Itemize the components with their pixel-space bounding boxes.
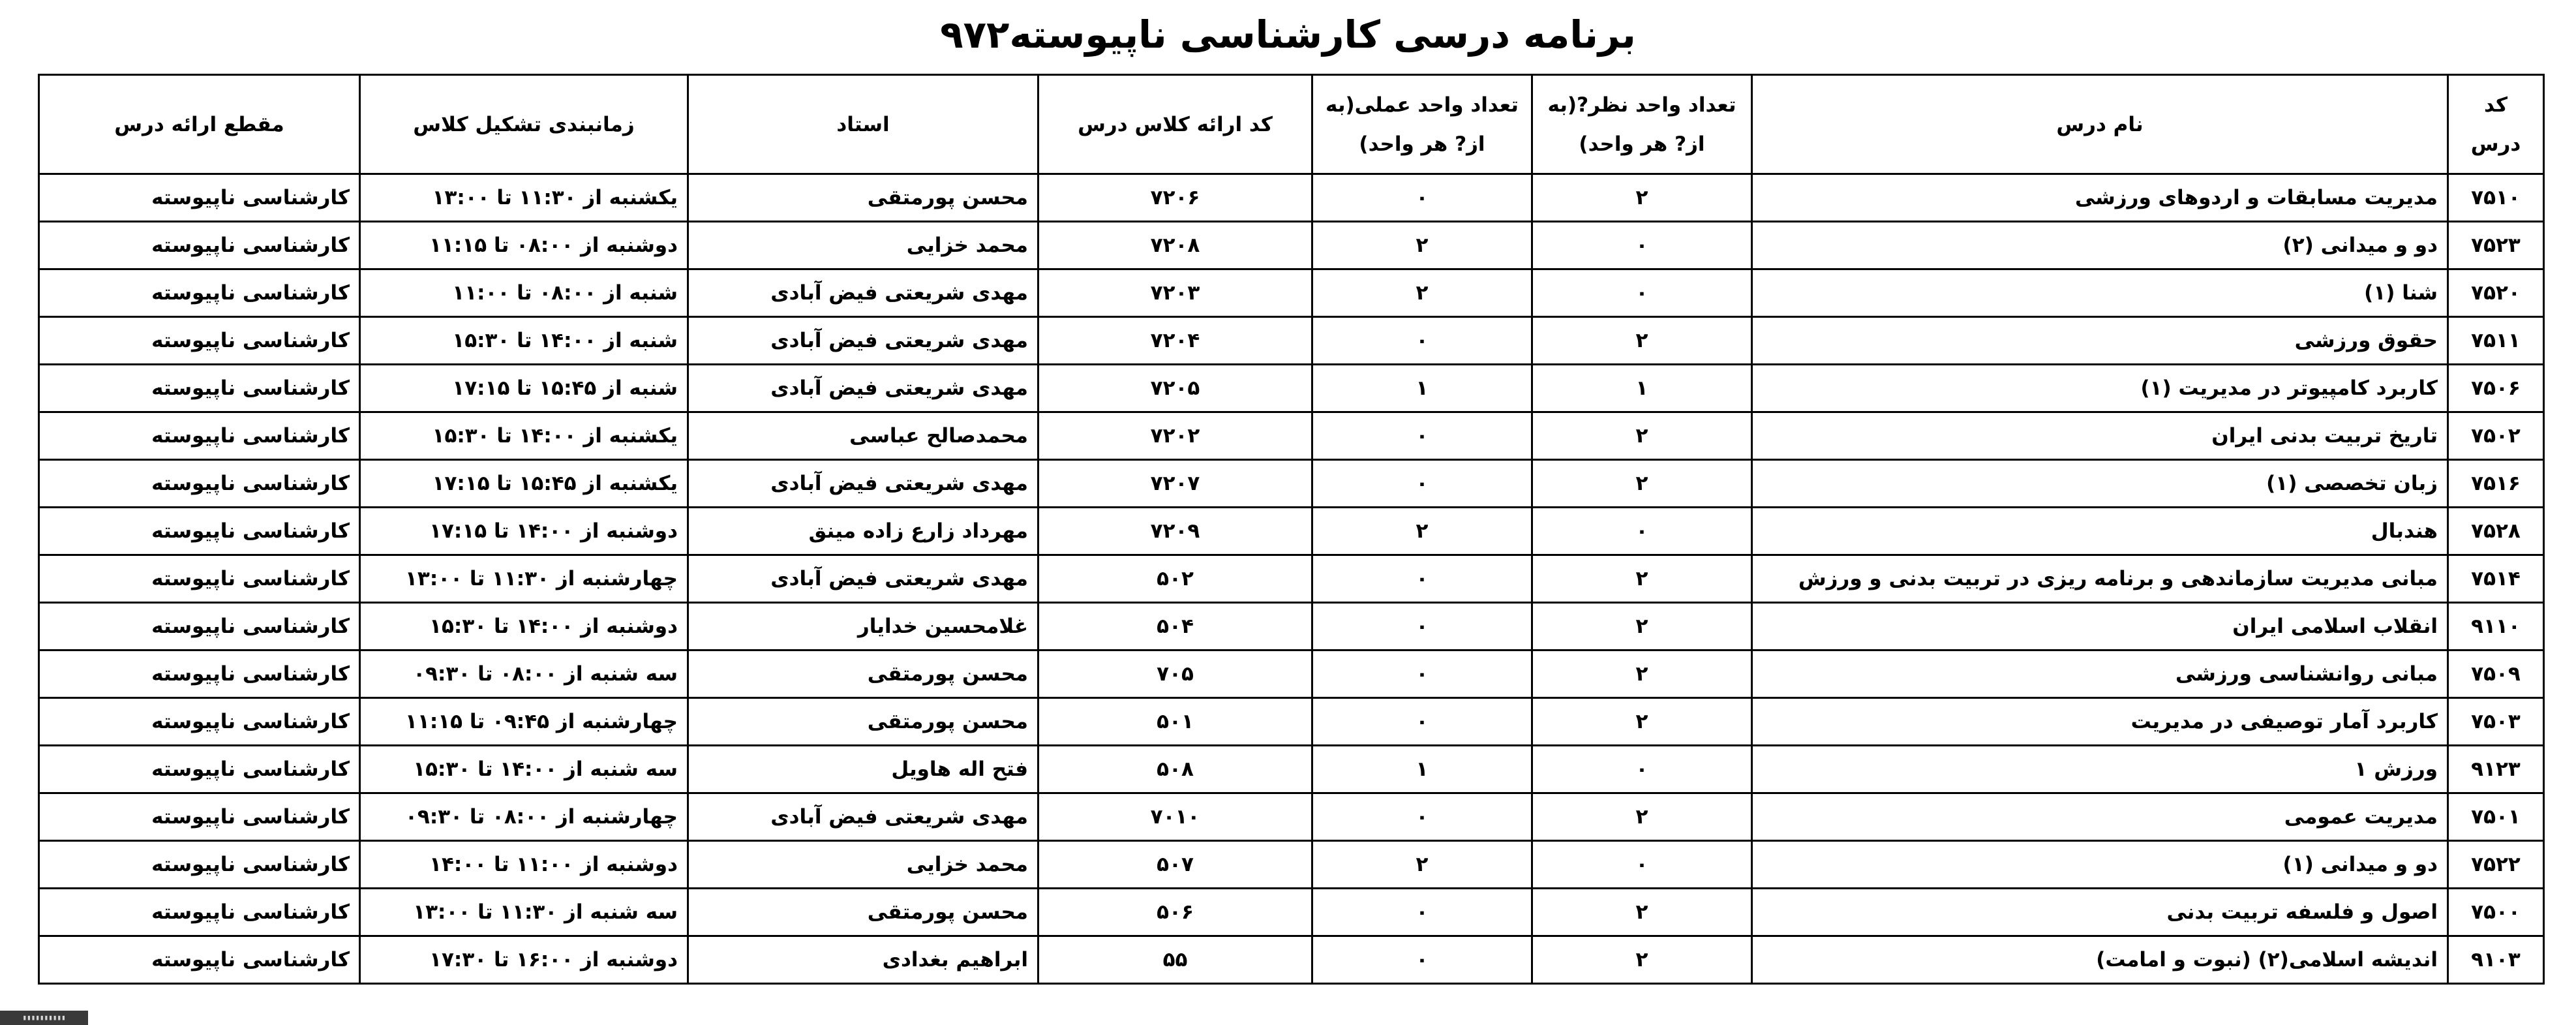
header-row: [39, 75, 2544, 174]
theory-units-cell: ۱: [1532, 365, 1752, 412]
professor-cell: مهرداد زارع زاده مینق: [688, 508, 1038, 555]
class-code-cell: ۵۰۶: [1038, 889, 1312, 936]
professor-cell: ابراهیم بغدادی: [688, 936, 1038, 984]
professor-cell: مهدی شریعتی فیض آبادی: [688, 269, 1038, 317]
theory-units-cell: ۲: [1532, 698, 1752, 746]
schedule-cell: دوشنبه از ۱۴:۰۰ تا ۱۷:۱۵: [360, 508, 688, 555]
professor-cell: مهدی شریعتی فیض آبادی: [688, 365, 1038, 412]
table-row: [39, 793, 2544, 841]
practical-units-cell: ۰: [1312, 317, 1532, 365]
level-cell: کارشناسی ناپیوسته: [39, 841, 360, 889]
course-name-cell: اصول و فلسفه تربیت بدنی: [1752, 889, 2448, 936]
practical-units-cell: ۱: [1312, 746, 1532, 793]
theory-units-cell: ۰: [1532, 508, 1752, 555]
header-course-code: کد درس: [2448, 75, 2544, 174]
table-row: [39, 555, 2544, 603]
schedule-cell: شنبه از ۱۴:۰۰ تا ۱۵:۳۰: [360, 317, 688, 365]
class-code-cell: ۵۰۷: [1038, 841, 1312, 889]
course-name-cell: مبانی مدیریت سازماندهی و برنامه ریزی در تربیت بدنی و ورزش: [1752, 555, 2448, 603]
class-code-cell: ۷۲۰۷: [1038, 460, 1312, 508]
course-code-cell: ۷۵۲۸: [2448, 508, 2544, 555]
schedule-cell: دوشنبه از ۰۸:۰۰ تا ۱۱:۱۵: [360, 222, 688, 269]
schedule-cell: چهارشنبه از ۰۸:۰۰ تا ۰۹:۳۰: [360, 793, 688, 841]
level-cell: کارشناسی ناپیوسته: [39, 889, 360, 936]
theory-units-cell: ۲: [1532, 936, 1752, 984]
practical-units-cell: ۱: [1312, 365, 1532, 412]
theory-units-cell: ۰: [1532, 269, 1752, 317]
class-code-cell: ۵۰۴: [1038, 603, 1312, 650]
course-name-cell: کاربرد آمار توصیفی در مدیریت: [1752, 698, 2448, 746]
course-name-cell: اندیشه اسلامی(۲) (نبوت و امامت): [1752, 936, 2448, 984]
level-cell: کارشناسی ناپیوسته: [39, 222, 360, 269]
table-body: [39, 174, 2544, 984]
course-code-cell: ۷۵۰۰: [2448, 889, 2544, 936]
course-name-cell: هندبال: [1752, 508, 2448, 555]
class-code-cell: ۷۲۰۳: [1038, 269, 1312, 317]
course-code-cell: ۷۵۰۶: [2448, 365, 2544, 412]
course-name-cell: مدیریت مسابقات و اردوهای ورزشی: [1752, 174, 2448, 222]
theory-units-cell: ۰: [1532, 841, 1752, 889]
practical-units-cell: ۰: [1312, 174, 1532, 222]
table-row: [39, 222, 2544, 269]
table-row: [39, 889, 2544, 936]
class-code-cell: ۷۲۰۵: [1038, 365, 1312, 412]
level-cell: کارشناسی ناپیوسته: [39, 698, 360, 746]
professor-cell: محمد خزایی: [688, 841, 1038, 889]
table-row: [39, 508, 2544, 555]
professor-cell: محسن پورمتقی: [688, 889, 1038, 936]
class-code-cell: ۵۰۱: [1038, 698, 1312, 746]
professor-cell: غلامحسین خدایار: [688, 603, 1038, 650]
course-code-cell: ۷۵۱۴: [2448, 555, 2544, 603]
practical-units-cell: ۰: [1312, 555, 1532, 603]
level-cell: کارشناسی ناپیوسته: [39, 412, 360, 460]
theory-units-cell: ۲: [1532, 460, 1752, 508]
practical-units-cell: ۰: [1312, 460, 1532, 508]
course-name-cell: دو و میدانی (۲): [1752, 222, 2448, 269]
practical-units-cell: ۰: [1312, 793, 1532, 841]
class-code-cell: ۵۰۲: [1038, 555, 1312, 603]
course-name-cell: حقوق ورزشی: [1752, 317, 2448, 365]
practical-units-cell: ۲: [1312, 841, 1532, 889]
course-name-cell: دو و میدانی (۱): [1752, 841, 2448, 889]
class-code-cell: ۷۲۰۹: [1038, 508, 1312, 555]
professor-cell: محسن پورمتقی: [688, 698, 1038, 746]
level-cell: کارشناسی ناپیوسته: [39, 650, 360, 698]
professor-cell: محمد خزایی: [688, 222, 1038, 269]
professor-cell: فتح اله هاویل: [688, 746, 1038, 793]
header-course-name: نام درس: [1752, 75, 2448, 174]
header-level: مقطع ارائه درس: [39, 75, 360, 174]
course-code-cell: ۷۵۰۳: [2448, 698, 2544, 746]
professor-cell: محسن پورمتقی: [688, 174, 1038, 222]
table-row: [39, 603, 2544, 650]
schedule-cell: دوشنبه از ۱۶:۰۰ تا ۱۷:۳۰: [360, 936, 688, 984]
table-row: [39, 698, 2544, 746]
watermark-badge: ▮▮▮▮▮▮▮▮▮▮: [0, 1011, 88, 1025]
professor-cell: مهدی شریعتی فیض آبادی: [688, 460, 1038, 508]
course-code-cell: ۷۵۲۳: [2448, 222, 2544, 269]
table-row: [39, 412, 2544, 460]
course-name-cell: زبان تخصصی (۱): [1752, 460, 2448, 508]
practical-units-cell: ۰: [1312, 603, 1532, 650]
level-cell: کارشناسی ناپیوسته: [39, 508, 360, 555]
table-row: [39, 460, 2544, 508]
class-code-cell: ۷۲۰۸: [1038, 222, 1312, 269]
table-row: [39, 936, 2544, 984]
practical-units-cell: ۲: [1312, 269, 1532, 317]
header-class-code: کد ارائه کلاس درس: [1038, 75, 1312, 174]
schedule-cell: سه شنبه از ۱۱:۳۰ تا ۱۳:۰۰: [360, 889, 688, 936]
theory-units-cell: ۰: [1532, 222, 1752, 269]
table-row: [39, 746, 2544, 793]
course-code-cell: ۷۵۰۱: [2448, 793, 2544, 841]
table-row: [39, 269, 2544, 317]
practical-units-cell: ۰: [1312, 698, 1532, 746]
professor-cell: مهدی شریعتی فیض آبادی: [688, 317, 1038, 365]
course-code-cell: ۷۵۱۱: [2448, 317, 2544, 365]
header-theory-units: تعداد واحد نظر?(به از? هر واحد): [1532, 75, 1752, 174]
theory-units-cell: ۲: [1532, 174, 1752, 222]
practical-units-cell: ۰: [1312, 650, 1532, 698]
class-code-cell: ۷۲۰۲: [1038, 412, 1312, 460]
schedule-cell: یکشنبه از ۱۴:۰۰ تا ۱۵:۳۰: [360, 412, 688, 460]
course-name-cell: ورزش ۱: [1752, 746, 2448, 793]
course-code-cell: ۷۵۲۲: [2448, 841, 2544, 889]
table-row: [39, 365, 2544, 412]
course-name-cell: مدیریت عمومی: [1752, 793, 2448, 841]
level-cell: کارشناسی ناپیوسته: [39, 460, 360, 508]
practical-units-cell: ۰: [1312, 412, 1532, 460]
table-row: [39, 317, 2544, 365]
course-name-cell: مبانی روانشناسی ورزشی: [1752, 650, 2448, 698]
theory-units-cell: ۲: [1532, 603, 1752, 650]
course-schedule-table: [38, 74, 2545, 985]
course-code-cell: ۷۵۰۹: [2448, 650, 2544, 698]
class-code-cell: ۵۵: [1038, 936, 1312, 984]
class-code-cell: ۵۰۸: [1038, 746, 1312, 793]
course-code-cell: ۷۵۱۶: [2448, 460, 2544, 508]
class-code-cell: ۷۰۱۰: [1038, 793, 1312, 841]
class-code-cell: ۷۰۵: [1038, 650, 1312, 698]
theory-units-cell: ۲: [1532, 889, 1752, 936]
schedule-cell: سه شنبه از ۰۸:۰۰ تا ۰۹:۳۰: [360, 650, 688, 698]
schedule-cell: شنبه از ۱۵:۴۵ تا ۱۷:۱۵: [360, 365, 688, 412]
professor-cell: محسن پورمتقی: [688, 650, 1038, 698]
level-cell: کارشناسی ناپیوسته: [39, 746, 360, 793]
course-code-cell: ۷۵۱۰: [2448, 174, 2544, 222]
schedule-cell: شنبه از ۰۸:۰۰ تا ۱۱:۰۰: [360, 269, 688, 317]
course-name-cell: شنا (۱): [1752, 269, 2448, 317]
level-cell: کارشناسی ناپیوسته: [39, 603, 360, 650]
class-code-cell: ۷۲۰۶: [1038, 174, 1312, 222]
level-cell: کارشناسی ناپیوسته: [39, 793, 360, 841]
theory-units-cell: ۲: [1532, 317, 1752, 365]
course-name-cell: کاربرد کامپیوتر در مدیریت (۱): [1752, 365, 2448, 412]
class-code-cell: ۷۲۰۴: [1038, 317, 1312, 365]
theory-units-cell: ۲: [1532, 412, 1752, 460]
practical-units-cell: ۰: [1312, 936, 1532, 984]
header-professor: استاد: [688, 75, 1038, 174]
professor-cell: مهدی شریعتی فیض آبادی: [688, 793, 1038, 841]
practical-units-cell: ۲: [1312, 508, 1532, 555]
course-code-cell: ۹۱۰۳: [2448, 936, 2544, 984]
table-row: [39, 841, 2544, 889]
level-cell: کارشناسی ناپیوسته: [39, 174, 360, 222]
table-row: [39, 174, 2544, 222]
practical-units-cell: ۰: [1312, 889, 1532, 936]
level-cell: کارشناسی ناپیوسته: [39, 555, 360, 603]
theory-units-cell: ۲: [1532, 793, 1752, 841]
schedule-cell: دوشنبه از ۱۱:۰۰ تا ۱۴:۰۰: [360, 841, 688, 889]
level-cell: کارشناسی ناپیوسته: [39, 936, 360, 984]
schedule-cell: سه شنبه از ۱۴:۰۰ تا ۱۵:۳۰: [360, 746, 688, 793]
schedule-cell: دوشنبه از ۱۴:۰۰ تا ۱۵:۳۰: [360, 603, 688, 650]
theory-units-cell: ۲: [1532, 555, 1752, 603]
course-name-cell: انقلاب اسلامی ایران: [1752, 603, 2448, 650]
schedule-cell: چهارشنبه از ۱۱:۳۰ تا ۱۳:۰۰: [360, 555, 688, 603]
course-code-cell: ۷۵۰۲: [2448, 412, 2544, 460]
course-name-cell: تاریخ تربیت بدنی ایران: [1752, 412, 2448, 460]
header-practical-units: تعداد واحد عملی(به از? هر واحد): [1312, 75, 1532, 174]
level-cell: کارشناسی ناپیوسته: [39, 317, 360, 365]
theory-units-cell: ۰: [1532, 746, 1752, 793]
page-title: برنامه درسی کارشناسی ناپیوسته۹۷۲: [940, 12, 1636, 57]
schedule-cell: یکشنبه از ۱۵:۴۵ تا ۱۷:۱۵: [360, 460, 688, 508]
practical-units-cell: ۲: [1312, 222, 1532, 269]
theory-units-cell: ۲: [1532, 650, 1752, 698]
course-code-cell: ۷۵۲۰: [2448, 269, 2544, 317]
schedule-cell: یکشنبه از ۱۱:۳۰ تا ۱۳:۰۰: [360, 174, 688, 222]
level-cell: کارشناسی ناپیوسته: [39, 365, 360, 412]
schedule-cell: چهارشنبه از ۰۹:۴۵ تا ۱۱:۱۵: [360, 698, 688, 746]
header-schedule: زمانبندی تشکیل کلاس: [360, 75, 688, 174]
level-cell: کارشناسی ناپیوسته: [39, 269, 360, 317]
course-code-cell: ۹۱۲۳: [2448, 746, 2544, 793]
course-code-cell: ۹۱۱۰: [2448, 603, 2544, 650]
professor-cell: محمدصالح عباسی: [688, 412, 1038, 460]
professor-cell: مهدی شریعتی فیض آبادی: [688, 555, 1038, 603]
table-row: [39, 650, 2544, 698]
